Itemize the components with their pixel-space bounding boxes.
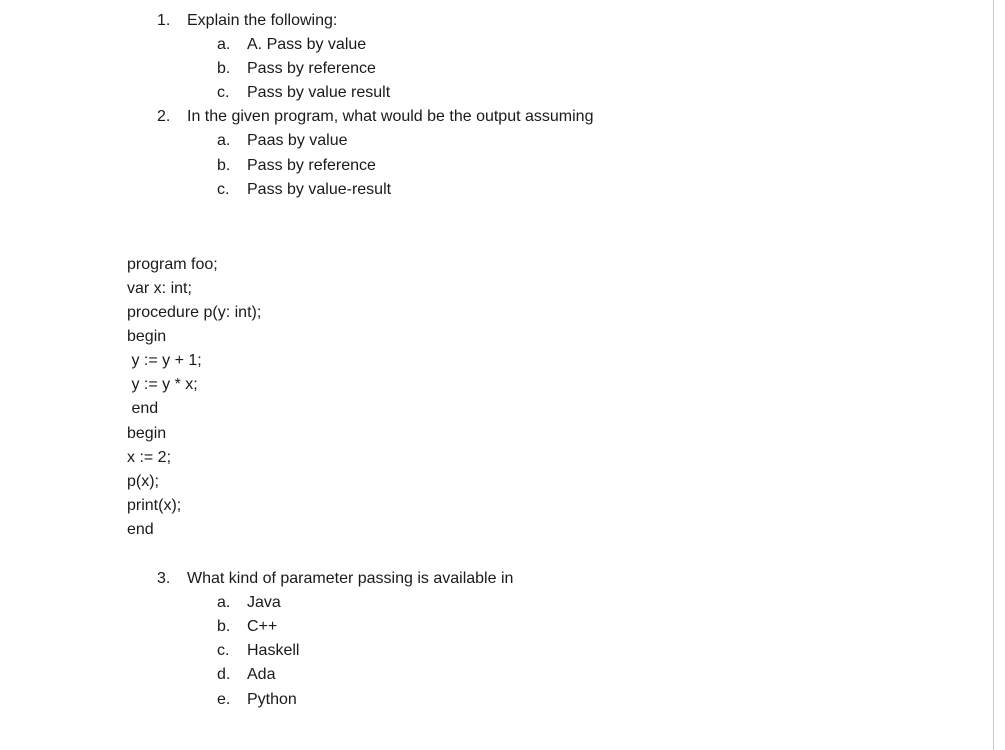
question-2-item-a: Paas by value xyxy=(247,132,348,149)
question-3-number: 3. xyxy=(157,570,171,587)
page-edge-divider xyxy=(993,0,994,750)
question-3-item-c-marker: c. xyxy=(217,642,230,659)
question-2-text: In the given program, what would be the output assuming xyxy=(187,108,594,125)
code-line: var x: int; xyxy=(127,280,192,297)
question-1-item-b: Pass by reference xyxy=(247,60,376,77)
code-line: procedure p(y: int); xyxy=(127,304,262,321)
question-1-item-a-marker: a. xyxy=(217,36,231,53)
question-1-item-a: A. Pass by value xyxy=(247,36,367,53)
question-2-item-a-marker: a. xyxy=(217,132,231,149)
code-line: y := y + 1; xyxy=(127,352,202,369)
code-line: print(x); xyxy=(127,497,182,514)
question-3-item-e: Python xyxy=(247,691,297,708)
question-2-number: 2. xyxy=(157,108,171,125)
question-3-item-d-marker: d. xyxy=(217,666,231,683)
question-1-number: 1. xyxy=(157,12,171,29)
question-2-item-b: Pass by reference xyxy=(247,157,376,174)
question-3-text: What kind of parameter passing is available in xyxy=(187,570,514,587)
code-line: p(x); xyxy=(127,473,159,490)
code-line: y := y * x; xyxy=(127,376,198,393)
question-3-item-c: Haskell xyxy=(247,642,300,659)
question-3-item-d: Ada xyxy=(247,666,276,683)
question-1-item-b-marker: b. xyxy=(217,60,231,77)
question-1-text: Explain the following: xyxy=(187,12,338,29)
code-line: end xyxy=(127,521,154,538)
question-1-item-c-marker: c. xyxy=(217,84,230,101)
question-3-item-a: Java xyxy=(247,594,281,611)
code-line: end xyxy=(127,400,159,417)
code-line: begin xyxy=(127,425,167,442)
question-3-item-a-marker: a. xyxy=(217,594,231,611)
code-line: begin xyxy=(127,328,167,345)
question-3-item-e-marker: e. xyxy=(217,691,231,708)
question-3-item-b-marker: b. xyxy=(217,618,231,635)
code-line: program foo; xyxy=(127,256,218,273)
question-1-item-c: Pass by value result xyxy=(247,84,391,101)
question-2-item-c: Pass by value-result xyxy=(247,181,392,198)
code-line: x := 2; xyxy=(127,449,172,466)
question-3-item-b: C++ xyxy=(247,618,278,635)
question-2-item-b-marker: b. xyxy=(217,157,231,174)
question-2-item-c-marker: c. xyxy=(217,181,230,198)
